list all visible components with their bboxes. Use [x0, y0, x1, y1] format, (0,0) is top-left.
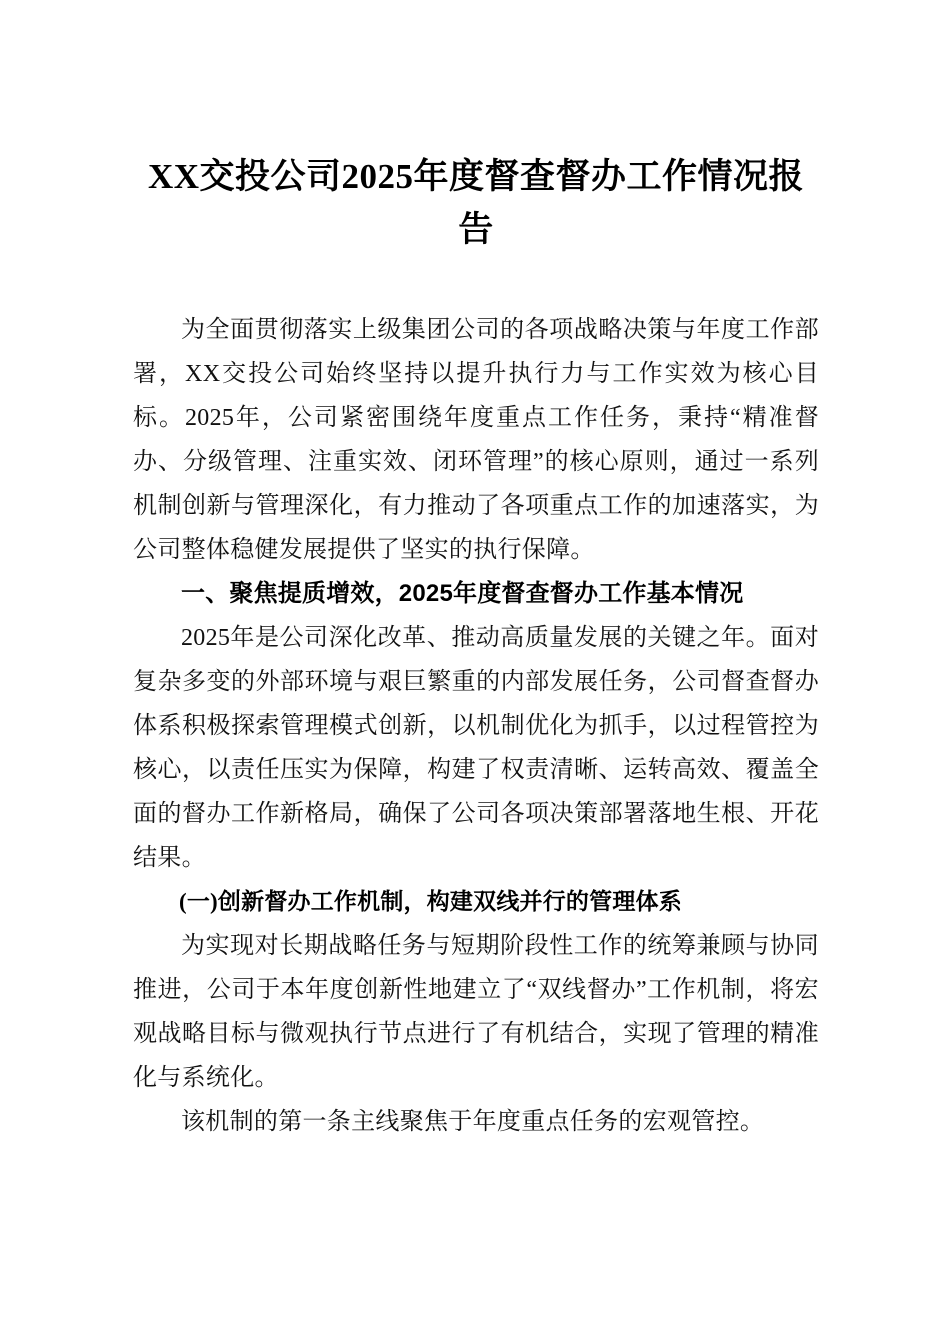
paragraph-subsection-one-one-continued: 该机制的第一条主线聚焦于年度重点任务的宏观管控。: [181, 1109, 765, 1135]
heading-subsection-one-one: (一)创新督办工作机制，构建双线并行的管理体系: [179, 889, 682, 914]
paragraph-section-one-body: 2025年是公司深化改革、推动高质量发展的关键之年。面对复杂多变的外部环境与艰巨繁重的内部发展任务，公司督查督办体系积极探索管理模式创新，以机制优化为抓手，以过程管控为核心，以责任压实为保障，构建了权责清晰、运转高效、覆盖全面的督办工作新格局，确保了公司各项决策部署落地生根、开花结果。: [133, 625, 819, 871]
page-content-area: [133, 150, 819, 1144]
document-title: XX交投公司2025年度督查督办工作情况报告: [147, 157, 805, 249]
title-body-spacer: [133, 256, 819, 308]
paragraph-subsection-one-one-body: 为实现对长期战略任务与短期阶段性工作的统筹兼顾与协同推进，公司于本年度创新性地建立了“双线督办”工作机制，将宏观战略目标与微观执行节点进行了有机结合，实现了管理的精准化与系统化。: [133, 933, 819, 1091]
paragraph-introduction: 为全面贯彻落实上级集团公司的各项战略决策与年度工作部署，XX交投公司始终坚持以提升执行力与工作实效为核心目标。2025年，公司紧密围绕年度重点工作任务，秉持“精准督办、分级管理、注重实效、闭环管理”的核心原则，通过一系列机制创新与管理深化，有力推动了各项重点工作的加速落实，为公司整体稳健发展提供了坚实的执行保障。: [133, 317, 819, 563]
heading-section-one: 一、聚焦提质增效，2025年度督查督办工作基本情况: [181, 580, 744, 607]
